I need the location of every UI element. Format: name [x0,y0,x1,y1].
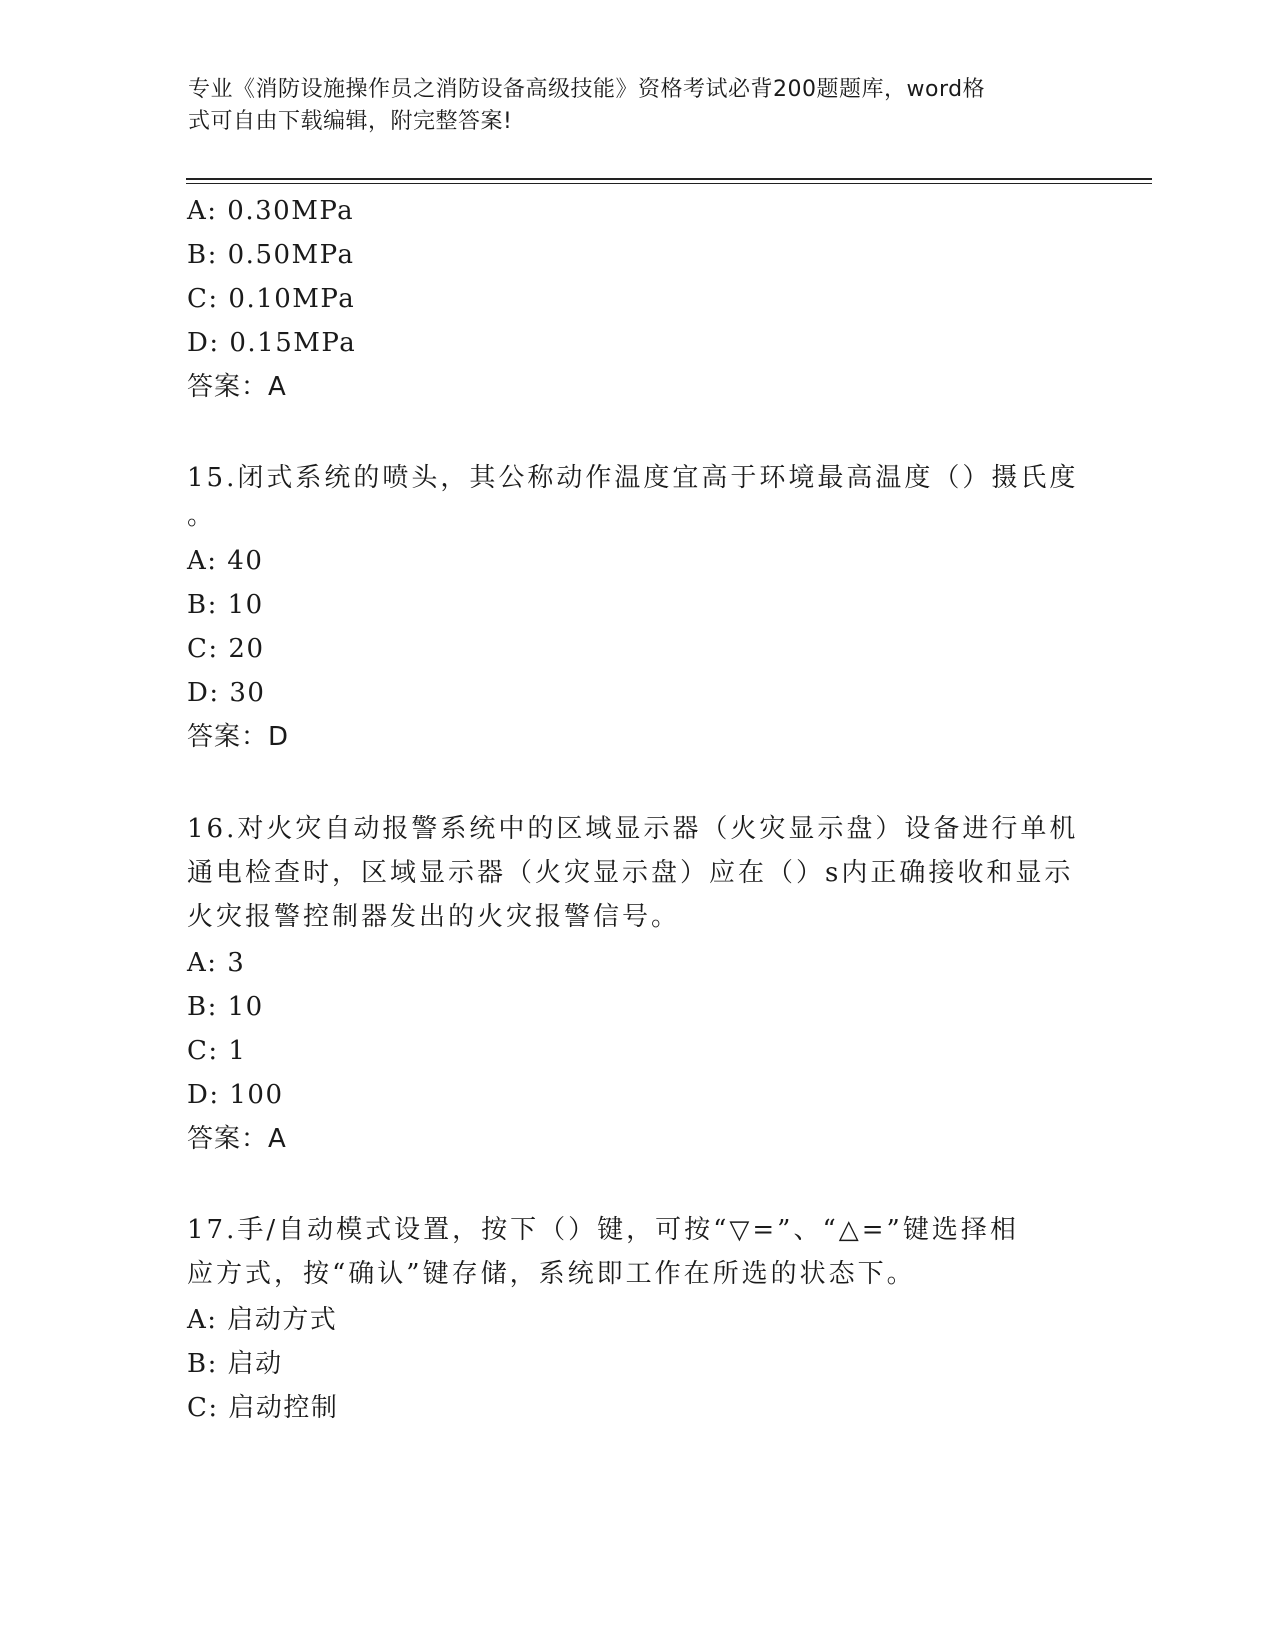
header-divider [186,178,1152,180]
q16-option-c: C: 1 [187,1036,247,1066]
q16-stem-line-1: 16.对火灾自动报警系统中的区域显示器（火灾显示盘）设备进行单机 [187,814,1079,844]
q17-option-c: C: 启动控制 [187,1393,339,1423]
q14-option-b: B: 0.50MPa [187,240,355,270]
q16-stem-line-2: 通电检查时，区域显示器（火灾显示盘）应在（）s内正确接收和显示 [187,858,1074,888]
q16-option-d: D: 100 [187,1080,284,1110]
q17-option-b: B: 启动 [187,1349,283,1379]
header-line-1: 专业《消防设施操作员之消防设备高级技能》资格考试必背200题题库，word格 [188,77,986,102]
header-divider-thin [186,183,1152,184]
q16-option-a: A: 3 [187,948,246,978]
q14-answer: 答案：A [187,372,287,402]
q15-option-c: C: 20 [187,634,265,664]
q15-stem-line-1: 15.闭式系统的喷头，其公称动作温度宜高于环境最高温度（）摄氏度 [187,463,1079,493]
q15-option-a: A: 40 [187,546,264,576]
q14-option-d: D: 0.15MPa [187,328,357,358]
q16-answer: 答案：A [187,1124,287,1154]
q14-option-c: C: 0.10MPa [187,284,356,314]
q15-stem-line-2: 。 [187,501,217,531]
q15-option-d: D: 30 [187,678,266,708]
q15-option-b: B: 10 [187,590,264,620]
header-line-2: 式可自由下载编辑，附完整答案! [188,109,513,134]
q15-answer: 答案：D [187,722,290,752]
q17-stem-line-2: 应方式，按“确认”键存储，系统即工作在所选的状态下。 [187,1259,916,1289]
q17-option-a: A: 启动方式 [187,1305,338,1335]
q17-stem-line-1: 17.手/自动模式设置，按下（）键，可按“▽=”、“△=”键选择相 [187,1215,1019,1245]
document-header [188,74,1068,138]
q16-stem-line-3: 火灾报警控制器发出的火灾报警信号。 [187,902,681,932]
q16-option-b: B: 10 [187,992,264,1022]
q14-option-a: A: 0.30MPa [187,196,355,226]
